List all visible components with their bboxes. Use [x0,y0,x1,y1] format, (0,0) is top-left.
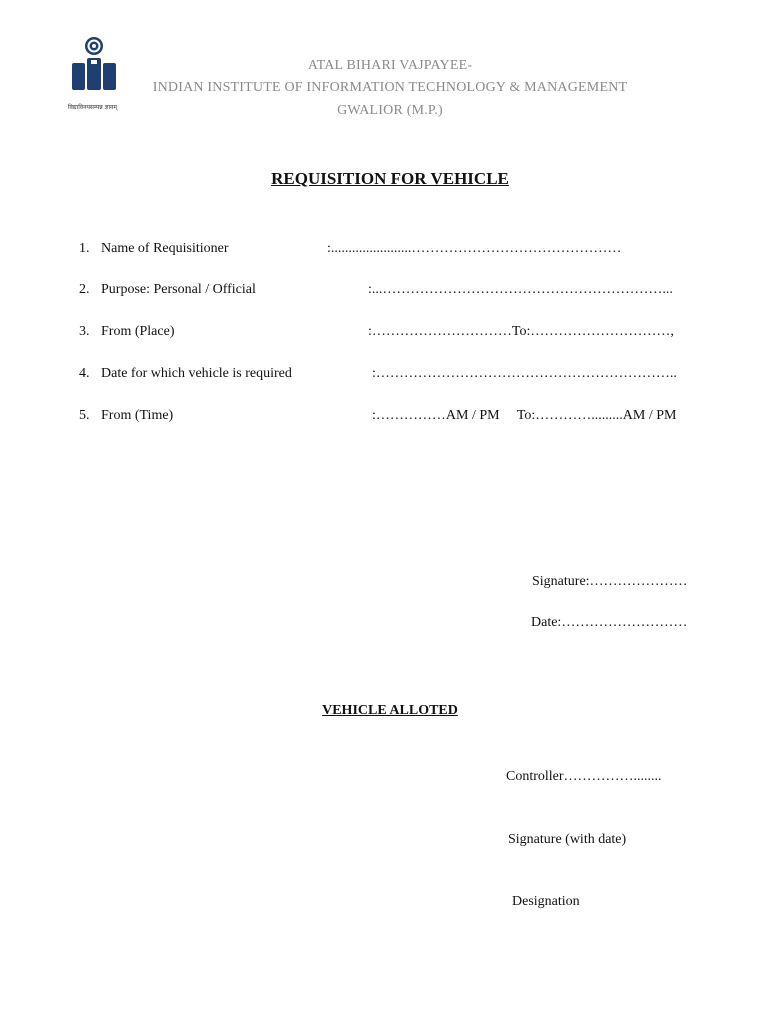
controller-line[interactable]: Controller……………........ [506,769,662,784]
item-field[interactable]: :…………………………To:…………………………, [368,324,674,339]
item-field[interactable]: :...……………………………………………………... [368,282,673,297]
vehicle-alloted-title: VEHICLE ALLOTED [322,703,458,718]
item-number: 4. [79,366,90,381]
date-line[interactable]: Date:……………………… [531,615,688,630]
header-line-2: INDIAN INSTITUTE OF INFORMATION TECHNOLOGY & MANAGEMENT [152,80,628,95]
item-number: 2. [79,282,90,297]
item-label: Name of Requisitioner [101,241,229,256]
item-label: From (Time) [101,408,174,423]
item-number: 1. [79,241,90,256]
form-title: REQUISITION FOR VEHICLE [271,169,509,188]
signature-with-date-label: Signature (with date) [508,832,627,847]
item-field[interactable]: :……………AM / PM To:………….........AM / PM [372,408,677,423]
header-line-3: GWALIOR (M.P.) [337,103,443,118]
item-number: 5. [79,408,90,423]
item-field[interactable]: :……………………………………………………….. [372,366,677,381]
item-field[interactable]: :.......................……………………………………… [327,241,622,256]
item-label: Purpose: Personal / Official [101,282,256,297]
signature-line[interactable]: Signature:………………… [532,574,688,589]
designation-label: Designation [512,894,580,909]
item-label: Date for which vehicle is required [101,366,292,381]
item-number: 3. [79,324,90,339]
item-label: From (Place) [101,324,175,339]
logo-caption: विद्याविनयसम्पन्न ज्ञानम् [68,104,117,111]
header-line-1: ATAL BIHARI VAJPAYEE- [307,58,473,73]
